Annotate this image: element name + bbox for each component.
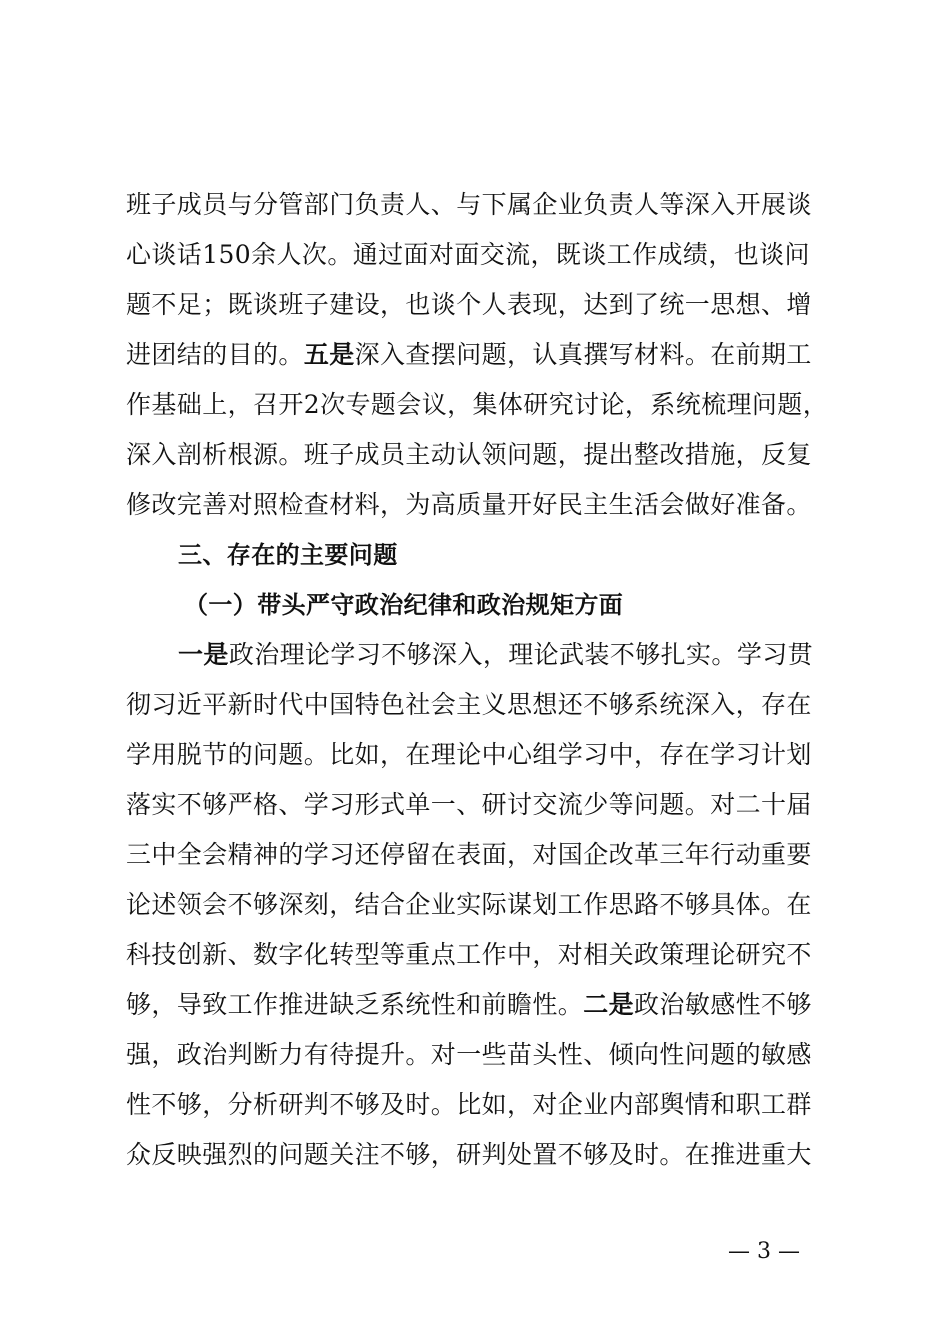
text-line: 性不够，分析研判不够及时。比如，对企业内部舆情和职工群 xyxy=(126,1090,812,1119)
text-line xyxy=(126,330,832,380)
section-heading: 三、存在的主要问题 xyxy=(178,541,398,569)
bold-marker: 五是 xyxy=(303,340,355,369)
page-number: — 3 — xyxy=(728,1239,800,1264)
text-line: 题不足；既谈班子建设，也谈个人表现，达到了统一思想、增 xyxy=(126,290,812,319)
bold-marker: 二是 xyxy=(583,990,635,1019)
text-segment: 够，导致工作推进缺乏系统性和前瞻性。 xyxy=(126,990,584,1019)
text-line xyxy=(126,980,832,1030)
text-line: 强，政治判断力有待提升。对一些苗头性、倾向性问题的敏感 xyxy=(126,1040,812,1069)
text-line: 心谈话150余人次。通过面对面交流，既谈工作成绩，也谈问 xyxy=(126,240,810,269)
subsection-heading: （一）带头严守政治纪律和政治规矩方面 xyxy=(184,591,624,619)
text-line: 三中全会精神的学习还停留在表面，对国企改革三年行动重要 xyxy=(126,840,812,869)
text-line: 修改完善对照检查材料，为高质量开好民主生活会做好准备。 xyxy=(126,490,812,519)
text-line: 科技创新、数字化转型等重点工作中，对相关政策理论研究不 xyxy=(126,940,812,969)
text-line: 学用脱节的问题。比如，在理论中心组学习中，存在学习计划 xyxy=(126,740,812,769)
text-segment: 深入查摆问题，认真撰写材料。在前期工 xyxy=(354,340,812,369)
text-line: 深入剖析根源。班子成员主动认领问题，提出整改措施，反复 xyxy=(126,440,812,469)
text-line: 彻习近平新时代中国特色社会主义思想还不够系统深入，存在 xyxy=(126,690,812,719)
paragraph-first-line xyxy=(126,630,832,680)
bold-marker: 一是 xyxy=(178,640,229,669)
text-segment: 政治理论学习不够深入，理论武装不够扎实。学习贯 xyxy=(228,640,814,669)
text-line: 落实不够严格、学习形式单一、研讨交流少等问题。对二十届 xyxy=(126,790,812,819)
text-segment: 政治敏感性不够 xyxy=(634,990,812,1019)
text-line: 作基础上，召开2次专题会议，集体研究讨论，系统梳理问题， xyxy=(126,390,829,419)
text-line: 班子成员与分管部门负责人、与下属企业负责人等深入开展谈 xyxy=(126,190,812,219)
text-segment: 进团结的目的。 xyxy=(126,340,304,369)
text-line: 论述领会不够深刻，结合企业实际谋划工作思路不够具体。在 xyxy=(126,890,812,919)
document-body xyxy=(126,180,832,1180)
text-line: 众反映强烈的问题关注不够，研判处置不够及时。在推进重大 xyxy=(126,1140,812,1169)
